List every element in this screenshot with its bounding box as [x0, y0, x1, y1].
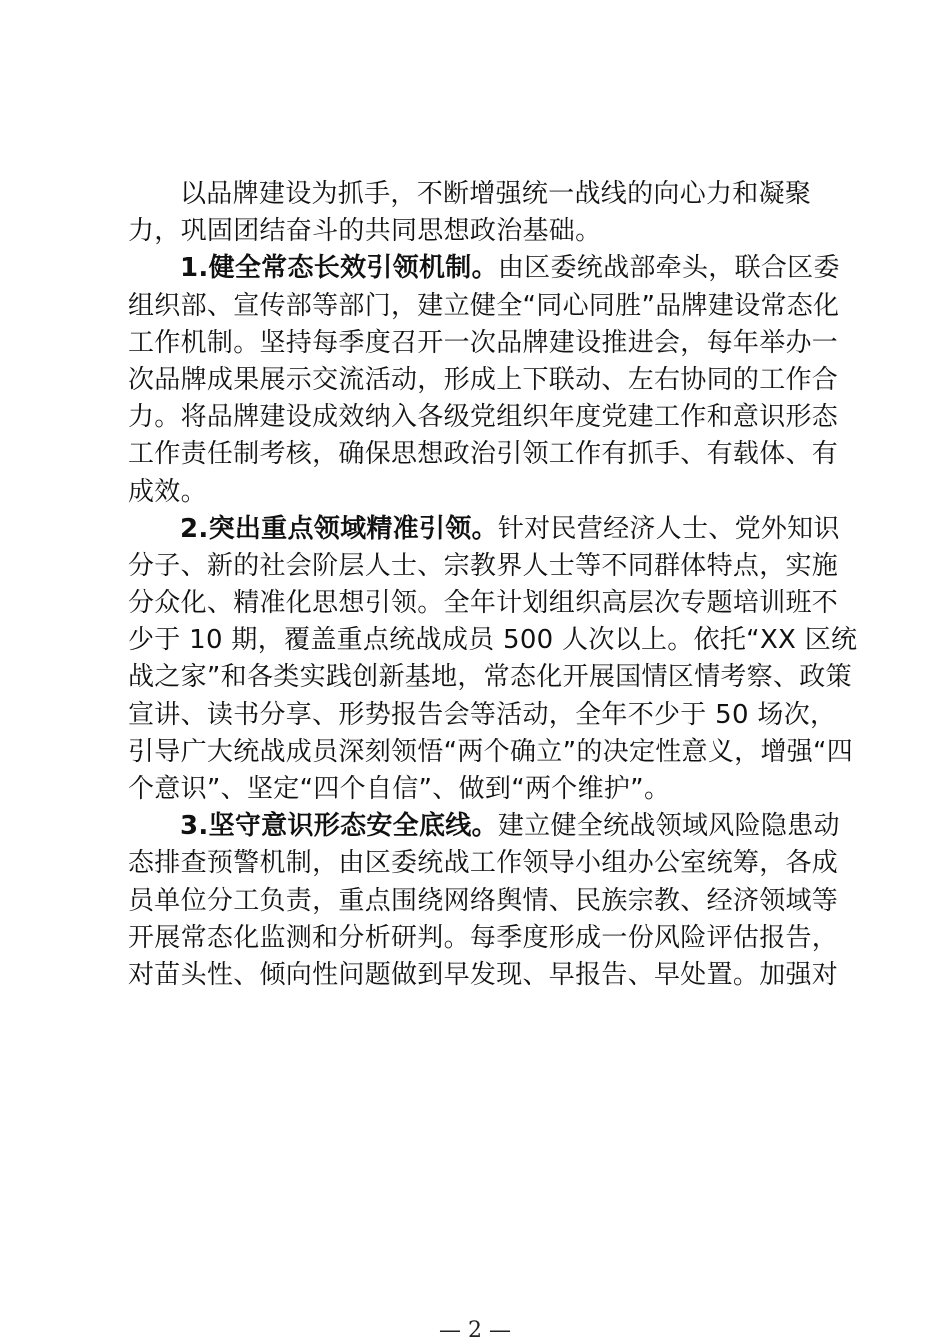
section-2-lead-text: 针对民营经济人士、党外知识	[497, 513, 840, 544]
paragraph-line: 少于 10 期，覆盖重点统战成员 500 人次以上。依托“XX 区统	[128, 625, 858, 656]
section-2-first-line	[128, 511, 840, 548]
paragraph-line: 工作责任制考核，确保思想政治引领工作有抓手、有载体、有	[128, 439, 839, 470]
paragraph-line: 工作机制。坚持每季度召开一次品牌建设推进会，每年举办一	[128, 327, 839, 358]
paragraph-line: 以品牌建设为抓手，不断增强统一战线的向心力和凝聚	[180, 179, 812, 209]
paragraph-line: 分子、新的社会阶层人士、宗教界人士等不同群体特点，实施	[128, 550, 839, 581]
paragraph-line: 组织部、宣传部等部门，建立健全“同心同胜”品牌建设常态化	[128, 290, 840, 321]
paragraph-line: 力，巩固团结奋斗的共同思想政治基础。	[128, 216, 602, 247]
section-1-first-line	[128, 250, 840, 287]
paragraph-line: 态排查预警机制，由区委统战工作领导小组办公室统筹，各成	[128, 848, 839, 879]
paragraph-line: 战之家”和各类实践创新基地，常态化开展国情区情考察、政策	[128, 662, 852, 693]
paragraph-line: 分众化、精准化思想引领。全年计划组织高层次专题培训班不	[128, 588, 839, 619]
paragraph-line: 对苗头性、倾向性问题做到早发现、早报告、早处置。加强对	[128, 959, 839, 990]
section-1-lead-text: 由区委统战部牵头，联合区委	[497, 253, 840, 284]
paragraph-line: 引导广大统战成员深刻领悟“两个确立”的决定性意义，增强“四	[128, 736, 854, 767]
section-2-heading: 2.突出重点领域精准引领。	[180, 513, 498, 544]
paragraph-line: 员单位分工负责，重点围绕网络舆情、民族宗教、经济领域等	[128, 885, 839, 916]
section-3-first-line	[128, 808, 840, 845]
page-number: — 2 —	[439, 1318, 511, 1343]
section-3-heading: 3.坚守意识形态安全底线。	[180, 811, 498, 842]
paragraph-line: 宣讲、读书分享、形势报告会等活动，全年不少于 50 场次，	[128, 699, 837, 730]
paragraph-line: 次品牌成果展示交流活动，形成上下联动、左右协同的工作合	[128, 364, 839, 395]
section-3-lead-text: 建立健全统战领域风险隐患动	[497, 811, 840, 842]
paragraph-line: 力。将品牌建设成效纳入各级党组织年度党建工作和意识形态	[128, 402, 839, 433]
paragraph-line: 成效。	[128, 476, 207, 507]
body-text	[128, 176, 858, 994]
paragraph-line: 开展常态化监测和分析研判。每季度形成一份风险评估报告，	[128, 922, 839, 953]
section-1-heading: 1.健全常态长效引领机制。	[180, 253, 498, 284]
paragraph-line: 个意识”、坚定“四个自信”、做到“两个维护”。	[128, 774, 671, 804]
